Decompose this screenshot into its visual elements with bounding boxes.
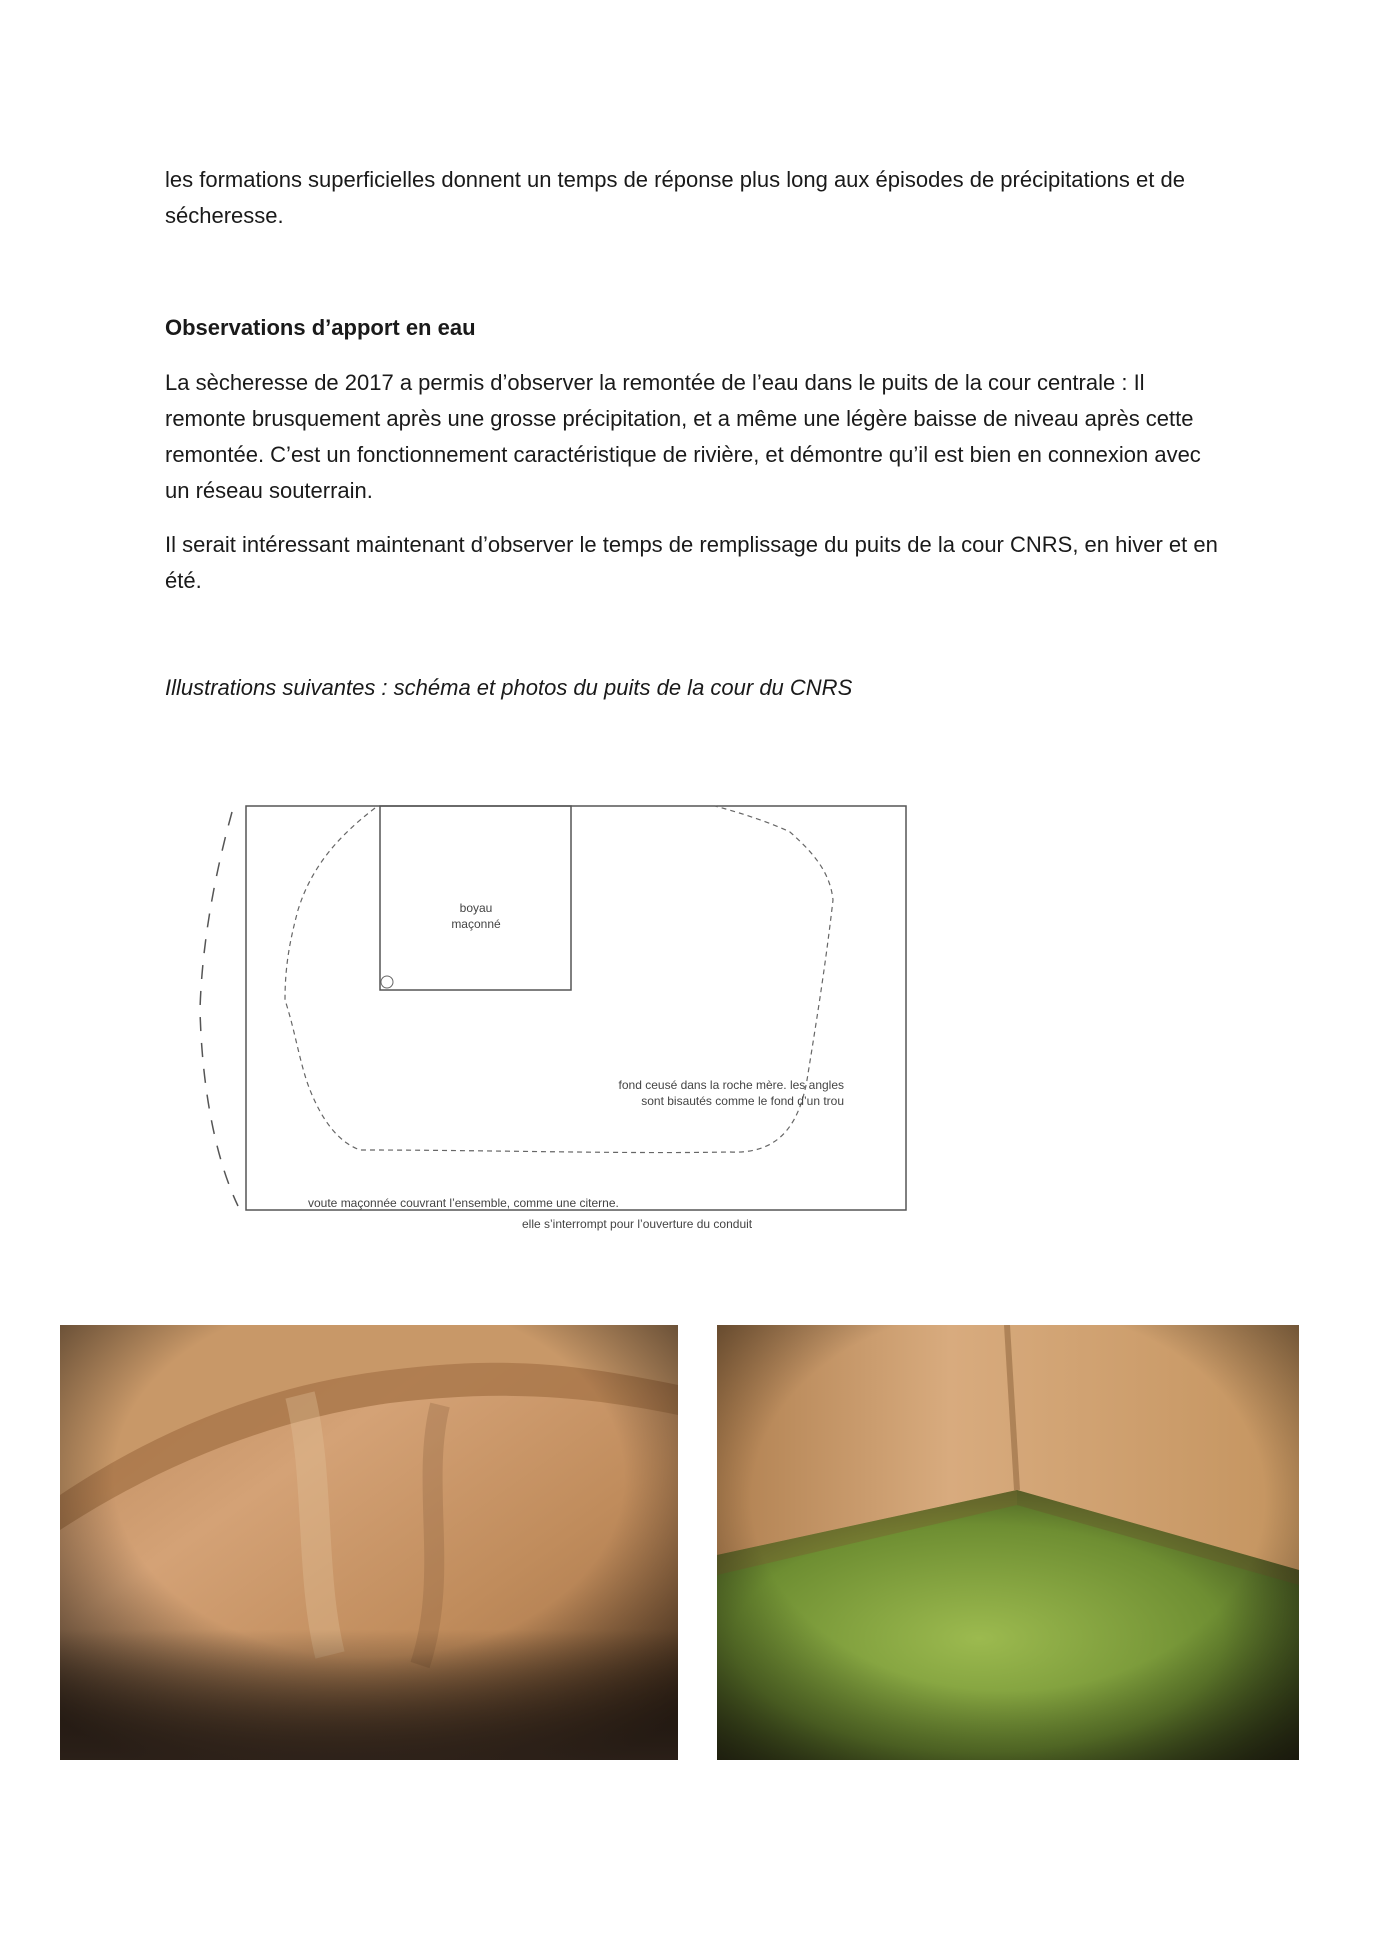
- label-fond-line2: sont bisautés comme le fond d’un trou: [641, 1094, 844, 1108]
- schema-outer-frame: [246, 806, 906, 1210]
- paragraph-formations: les formations superficielles donnent un temps de réponse plus long aux épisodes de précipitations et de sécheresse.: [165, 167, 1185, 228]
- section-heading: Observations d’apport en eau: [165, 315, 476, 340]
- label-boyau: [426, 900, 526, 932]
- photo-well-water: [717, 1325, 1299, 1760]
- photo-well-vault: [60, 1325, 678, 1760]
- photo-well-vault-image: [60, 1325, 678, 1760]
- illustrations-caption: Illustrations suivantes : schéma et photos du puits de la cour du CNRS: [165, 675, 853, 700]
- paragraph-secheresse: La sècheresse de 2017 a permis d’observer la remontée de l’eau dans le puits de la cour centrale : Il remonte brusquement après une grosse précipitation, et a même une légère baisse de niveau après cette remontée. C’est un fonctionnement caractéristique de rivière, et démontre qu’il est bien en connexion avec un réseau souterrain.: [165, 370, 1201, 503]
- label-elle: elle s’interrompt pour l’ouverture du conduit: [522, 1217, 753, 1231]
- schema-small-circle: [381, 976, 393, 988]
- label-fond-line1: fond ceusé dans la roche mère. les angles: [618, 1078, 844, 1092]
- well-schema-drawing: [190, 790, 930, 1250]
- schema-vault-arc: [200, 812, 238, 1206]
- well-schema-diagram: [190, 790, 930, 1250]
- paragraph-remplissage: Il serait intéressant maintenant d’observer le temps de remplissage du puits de la cour CNRS, en hiver et en été.: [165, 532, 1218, 593]
- schema-masonry-shaft: [380, 806, 571, 990]
- label-boyau-line1: boyau: [459, 901, 493, 915]
- label-fond: [619, 1077, 844, 1109]
- label-boyau-line2: maçonné: [451, 917, 501, 931]
- label-voute: voute maçonnée couvrant l’ensemble, comme une citerne.: [308, 1196, 619, 1210]
- photo-well-water-image: [717, 1325, 1299, 1760]
